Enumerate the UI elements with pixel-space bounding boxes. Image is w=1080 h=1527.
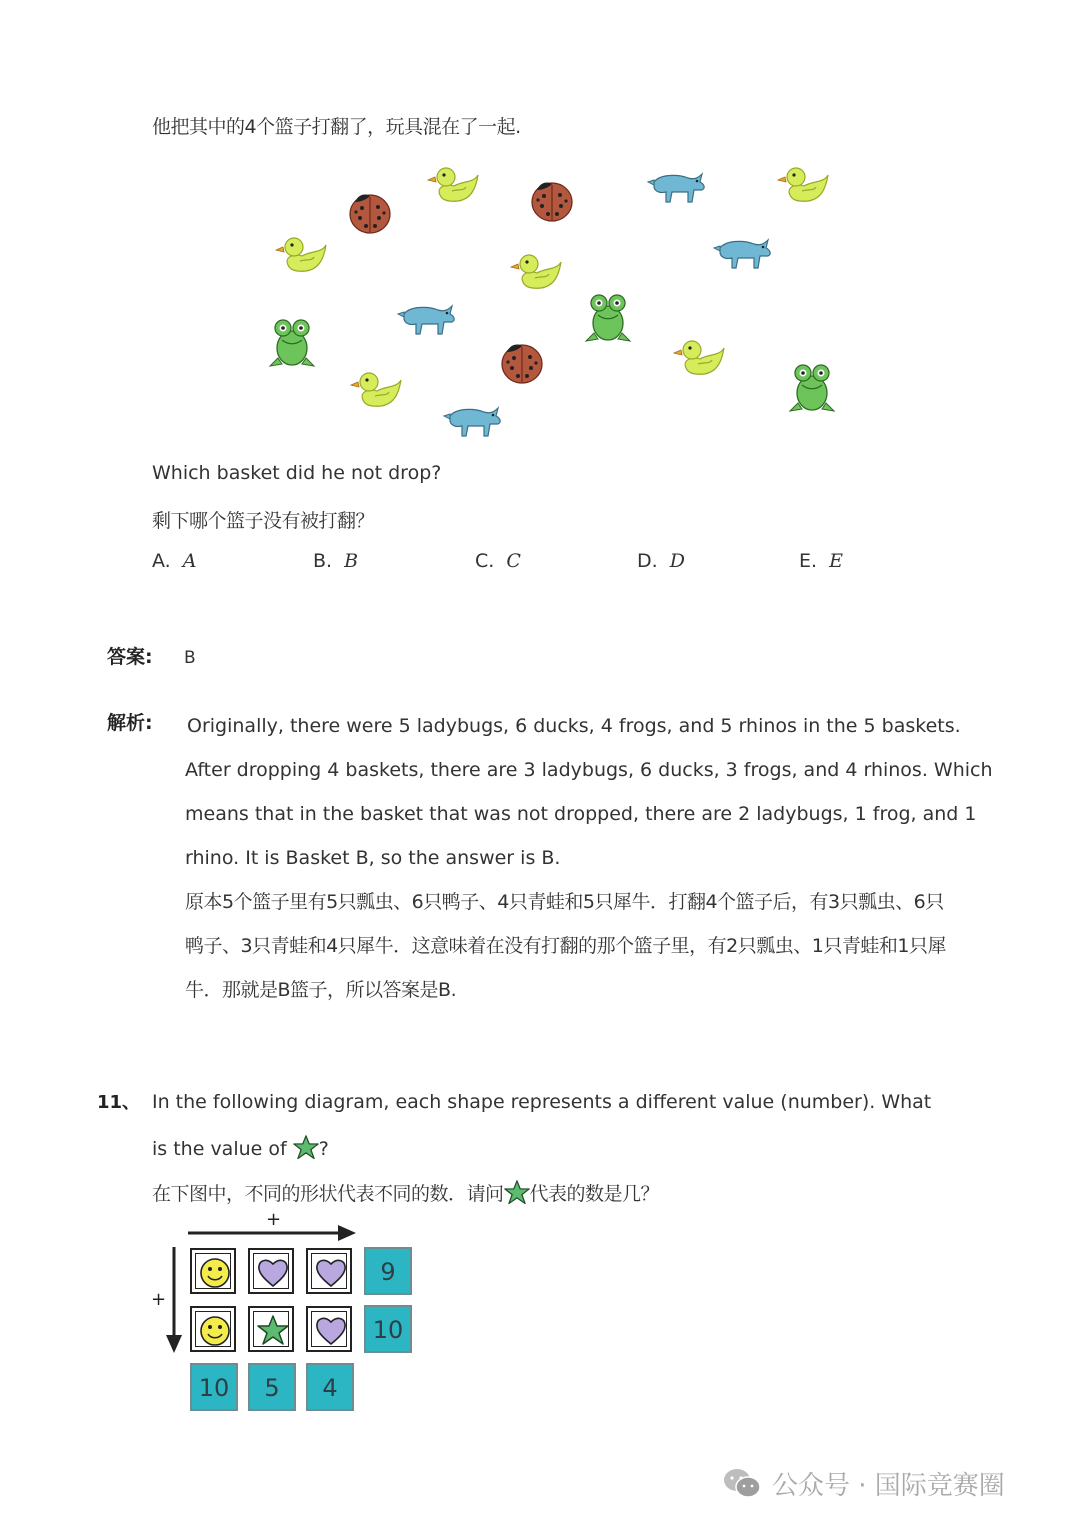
plus-horizontal: +	[266, 1209, 282, 1230]
rhino-icon	[444, 408, 500, 436]
analysis-en-line: After dropping 4 baskets, there are 3 ladybugs, 6 ducks, 3 frogs, and 4 rhinos. Which	[185, 759, 993, 781]
analysis-label: 解析:	[107, 712, 153, 734]
option-b	[313, 550, 358, 572]
star-icon	[257, 1315, 289, 1347]
ladybug-icon	[502, 344, 542, 383]
star-icon	[504, 1180, 530, 1206]
analysis-en-line: rhino. It is Basket B, so the answer is B.	[185, 847, 561, 869]
rhino-icon	[398, 306, 454, 334]
analysis-en-line: Originally, there were 5 ladybugs, 6 ducks, 4 frogs, and 5 rhinos in the 5 baskets.	[187, 715, 961, 737]
question-cn: 剩下哪个篮子没有被打翻？	[152, 510, 375, 532]
wechat-icon	[722, 1467, 762, 1499]
grid-cell	[306, 1306, 352, 1352]
answer-label: 答案:	[107, 646, 153, 668]
duck-icon	[674, 341, 724, 374]
q11-cn-line	[152, 1179, 659, 1206]
analysis-body	[185, 704, 993, 1012]
option-d	[637, 550, 685, 572]
q11-en-line2	[152, 1135, 329, 1161]
vertical-arrow-icon	[164, 1245, 184, 1355]
frog-icon	[586, 295, 630, 341]
option-c	[475, 550, 521, 572]
smiley-icon	[199, 1315, 231, 1347]
grid-cell	[306, 1248, 352, 1294]
option-a	[152, 550, 196, 572]
frog-icon	[790, 365, 834, 411]
column-sum: 4	[306, 1363, 354, 1411]
option-label: C.	[475, 550, 495, 572]
toys-illustration	[250, 150, 870, 450]
smiley-icon	[199, 1257, 231, 1289]
duck-icon	[428, 168, 478, 201]
rhino-icon	[714, 240, 770, 268]
option-label: D.	[637, 550, 658, 572]
grid-cell	[190, 1248, 236, 1294]
ladybug-icon	[350, 194, 390, 233]
analysis-cn-line: 牛．那就是B篮子，所以答案是B.	[185, 979, 457, 1001]
option-value: D	[669, 550, 685, 572]
watermark-text: 公众号 · 国际竞赛圈	[772, 1470, 1005, 1501]
grid-cell	[190, 1306, 236, 1352]
heart-icon	[315, 1257, 347, 1289]
grid-cell	[248, 1248, 294, 1294]
question-en: Which basket did he not drop?	[152, 462, 442, 484]
option-value: A	[182, 550, 197, 572]
option-label: A.	[152, 550, 171, 572]
q11-en-text: is the value of	[152, 1138, 287, 1160]
option-label: E.	[799, 550, 818, 572]
heart-icon	[315, 1315, 347, 1347]
q11-cn-text-end: 代表的数是几？	[529, 1183, 660, 1205]
q11-en-line1: In the following diagram, each shape represents a different value (number). What	[152, 1091, 932, 1113]
star-icon	[293, 1135, 319, 1161]
question-number: 11、	[97, 1092, 141, 1113]
frog-icon	[270, 320, 314, 366]
duck-icon	[778, 168, 828, 201]
q11-en-qmark: ?	[318, 1138, 329, 1160]
plus-vertical: +	[151, 1289, 167, 1310]
duck-icon	[511, 255, 561, 288]
shape-grid-diagram	[150, 1205, 430, 1420]
option-e	[799, 550, 843, 572]
analysis-en-line: means that in the basket that was not dropped, there are 2 ladybugs, 1 frog, and 1	[185, 803, 977, 825]
watermark	[722, 1466, 1005, 1500]
heart-icon	[257, 1257, 289, 1289]
duck-icon	[276, 238, 326, 271]
option-label: B.	[313, 550, 333, 572]
option-value: C	[506, 550, 521, 572]
row-sum: 10	[364, 1305, 412, 1353]
column-sum: 5	[248, 1363, 296, 1411]
q11-cn-text: 在下图中，不同的形状代表不同的数．请问	[152, 1183, 504, 1205]
rhino-icon	[648, 174, 704, 202]
grid-cell	[248, 1306, 294, 1352]
analysis-cn-line: 原本5个篮子里有5只瓢虫、6只鸭子、4只青蛙和5只犀牛．打翻4个篮子后，有3只瓢虫、6只	[185, 891, 944, 913]
option-value: E	[829, 550, 843, 572]
answer-value: B	[184, 648, 196, 668]
column-sum: 10	[190, 1363, 238, 1411]
option-value: B	[344, 550, 359, 572]
duck-icon	[351, 373, 401, 406]
ladybug-icon	[532, 182, 572, 221]
analysis-cn-line: 鸭子、3只青蛙和4只犀牛．这意味着在没有打翻的那个篮子里，有2只瓢虫、1只青蛙和1只犀	[185, 935, 946, 957]
intro-text: 他把其中的4个篮子打翻了，玩具混在了一起.	[152, 116, 521, 138]
row-sum: 9	[364, 1247, 412, 1295]
